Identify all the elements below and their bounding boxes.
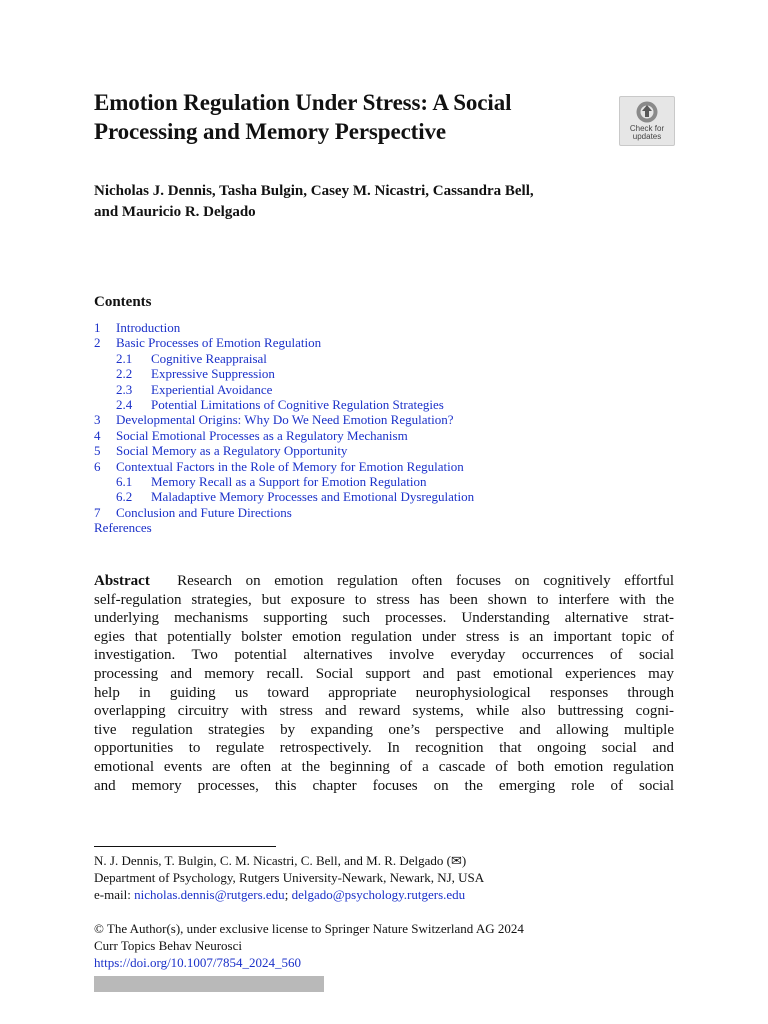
abstract-line-11: emotional events are often at the beginning of a cascade of both emotion regulation xyxy=(94,758,674,775)
toc-label: Expressive Suppression xyxy=(151,366,275,382)
toc-entry-developmental-origins[interactable] xyxy=(94,412,654,427)
toc-entry-references[interactable] xyxy=(94,520,654,535)
authors-line-2: and Mauricio R. Delgado xyxy=(94,204,256,220)
journal-name: Curr Topics Behav Neurosci xyxy=(94,938,242,953)
toc-number: 5 xyxy=(94,443,101,459)
email-separator: ; xyxy=(284,887,292,902)
toc-label: Social Memory as a Regulatory Opportunity xyxy=(116,443,348,459)
toc-number: 4 xyxy=(94,427,101,443)
check-for-updates-badge[interactable] xyxy=(619,96,675,146)
doi-link[interactable]: https://doi.org/10.1007/7854_2024_560 xyxy=(94,955,302,970)
check-updates-icon xyxy=(635,100,659,124)
footnote-authors-line xyxy=(94,852,674,869)
toc-number: 2.2 xyxy=(116,366,133,382)
toc-entry-cognitive-reappraisal[interactable] xyxy=(94,351,654,366)
toc-number: 1 xyxy=(94,320,101,335)
badge-label-line-1: Check for xyxy=(629,124,665,133)
toc-entry-social-emotional-processes[interactable] xyxy=(94,428,654,443)
toc-label: Potential Limitations of Cognitive Regulation Strategies xyxy=(151,396,444,412)
toc-number: 2.4 xyxy=(116,396,133,412)
abstract-line-2: self-regulation strategies, but exposure to stress has been shown to interfere with the xyxy=(94,591,674,608)
toc-number: 2.1 xyxy=(116,350,133,366)
footnote-authors: N. J. Dennis, T. Bulgin, C. M. Nicastri, C. Bell, and M. R. Delgado ( xyxy=(94,853,451,868)
toc-label: Cognitive Reappraisal xyxy=(151,350,267,366)
toc-entry-introduction[interactable] xyxy=(94,320,654,335)
abstract-line-6: processing and memory recall. Social support and past emotional experiences may xyxy=(94,665,674,682)
toc-entry-experiential-avoidance[interactable] xyxy=(94,382,654,397)
abstract-line-10: opportunities to regulate retrospectively. In recognition that ongoing social and xyxy=(94,740,674,757)
title-line-2: Processing and Memory Perspective xyxy=(94,119,447,144)
abstract xyxy=(94,572,674,795)
chapter-title xyxy=(94,88,614,146)
toc-number: 6.1 xyxy=(116,473,133,489)
toc-number: 2 xyxy=(94,335,101,351)
abstract-line-9: tive regulation strategies by expanding one’s perspective and allowing multiple xyxy=(94,721,674,738)
abstract-line-8: overlapping circuitry with stress and reward systems, while also buttressing cogni- xyxy=(94,703,674,720)
contents-heading: Contents xyxy=(94,294,152,310)
toc-number: 3 xyxy=(94,412,101,428)
abstract-line-1-text: Research on emotion regulation often focuses on cognitively effortful xyxy=(177,573,675,589)
toc-number: 6 xyxy=(94,458,101,474)
toc-number: 6.2 xyxy=(116,489,133,505)
toc-entry-basic-processes[interactable] xyxy=(94,335,654,350)
copyright-block xyxy=(94,920,674,971)
email-link-delgado[interactable]: delgado@psychology.rutgers.edu xyxy=(291,887,466,902)
envelope-icon[interactable]: ✉ xyxy=(451,853,462,868)
toc-label: Memory Recall as a Support for Emotion Regulation xyxy=(151,473,427,489)
footnote-close-paren: ) xyxy=(461,853,467,868)
abstract-keyword: Abstract xyxy=(94,573,150,589)
badge-label-line-2: updates xyxy=(632,132,662,141)
badge-label xyxy=(620,125,674,141)
abstract-line-4: egies that potentially bolster emotion regulation under stress is an important topic of xyxy=(94,628,674,645)
table-of-contents xyxy=(94,320,654,535)
title-line-1: Emotion Regulation Under Stress: A Social xyxy=(94,90,512,115)
abstract-line-7: help in guiding us toward appropriate neurophysiological responses through xyxy=(94,684,674,701)
toc-entry-potential-limitations[interactable] xyxy=(94,397,654,412)
toc-label: Maladaptive Memory Processes and Emotional Dysregulation xyxy=(151,489,475,505)
toc-label: References xyxy=(94,520,152,536)
abstract-line-12: and memory processes, this chapter focuses on the emerging role of social xyxy=(94,777,674,794)
author-list xyxy=(94,181,654,223)
footnote-email-line xyxy=(94,886,674,903)
abstract-line-3: underlying mechanisms supporting such processes. Understanding alternative strat- xyxy=(94,610,674,627)
toc-label: Developmental Origins: Why Do We Need Emotion Regulation? xyxy=(116,412,454,428)
footnote-affiliation: Department of Psychology, Rutgers University-Newark, Newark, NJ, USA xyxy=(94,870,485,885)
authors-line-1: Nicholas J. Dennis, Tasha Bulgin, Casey M. Nicastri, Cassandra Bell, xyxy=(94,183,534,199)
toc-entry-expressive-suppression[interactable] xyxy=(94,366,654,381)
email-label: e-mail: xyxy=(94,887,135,902)
placeholder-bar xyxy=(94,976,324,992)
toc-label: Introduction xyxy=(116,320,181,335)
toc-entry-social-memory[interactable] xyxy=(94,443,654,458)
toc-label: Social Emotional Processes as a Regulatory Mechanism xyxy=(116,427,408,443)
toc-entry-contextual-factors[interactable] xyxy=(94,459,654,474)
toc-label: Experiential Avoidance xyxy=(151,381,273,397)
toc-label: Basic Processes of Emotion Regulation xyxy=(116,335,322,351)
toc-number: 7 xyxy=(94,504,101,520)
abstract-line-1 xyxy=(94,572,674,591)
toc-number: 2.3 xyxy=(116,381,133,397)
copyright-line: © The Author(s), under exclusive license to Springer Nature Switzerland AG 2024 xyxy=(94,921,524,936)
toc-entry-maladaptive-memory[interactable] xyxy=(94,489,654,504)
toc-label: Conclusion and Future Directions xyxy=(116,504,292,520)
toc-entry-conclusion[interactable] xyxy=(94,505,654,520)
author-footnote xyxy=(94,852,674,903)
toc-label: Contextual Factors in the Role of Memory for Emotion Regulation xyxy=(116,458,464,474)
toc-entry-memory-recall[interactable] xyxy=(94,474,654,489)
email-link-dennis[interactable]: nicholas.dennis@rutgers.edu xyxy=(134,887,285,902)
footnote-divider xyxy=(94,846,276,847)
abstract-line-5: investigation. Two potential alternatives involve everyday occurrences of social xyxy=(94,647,674,664)
